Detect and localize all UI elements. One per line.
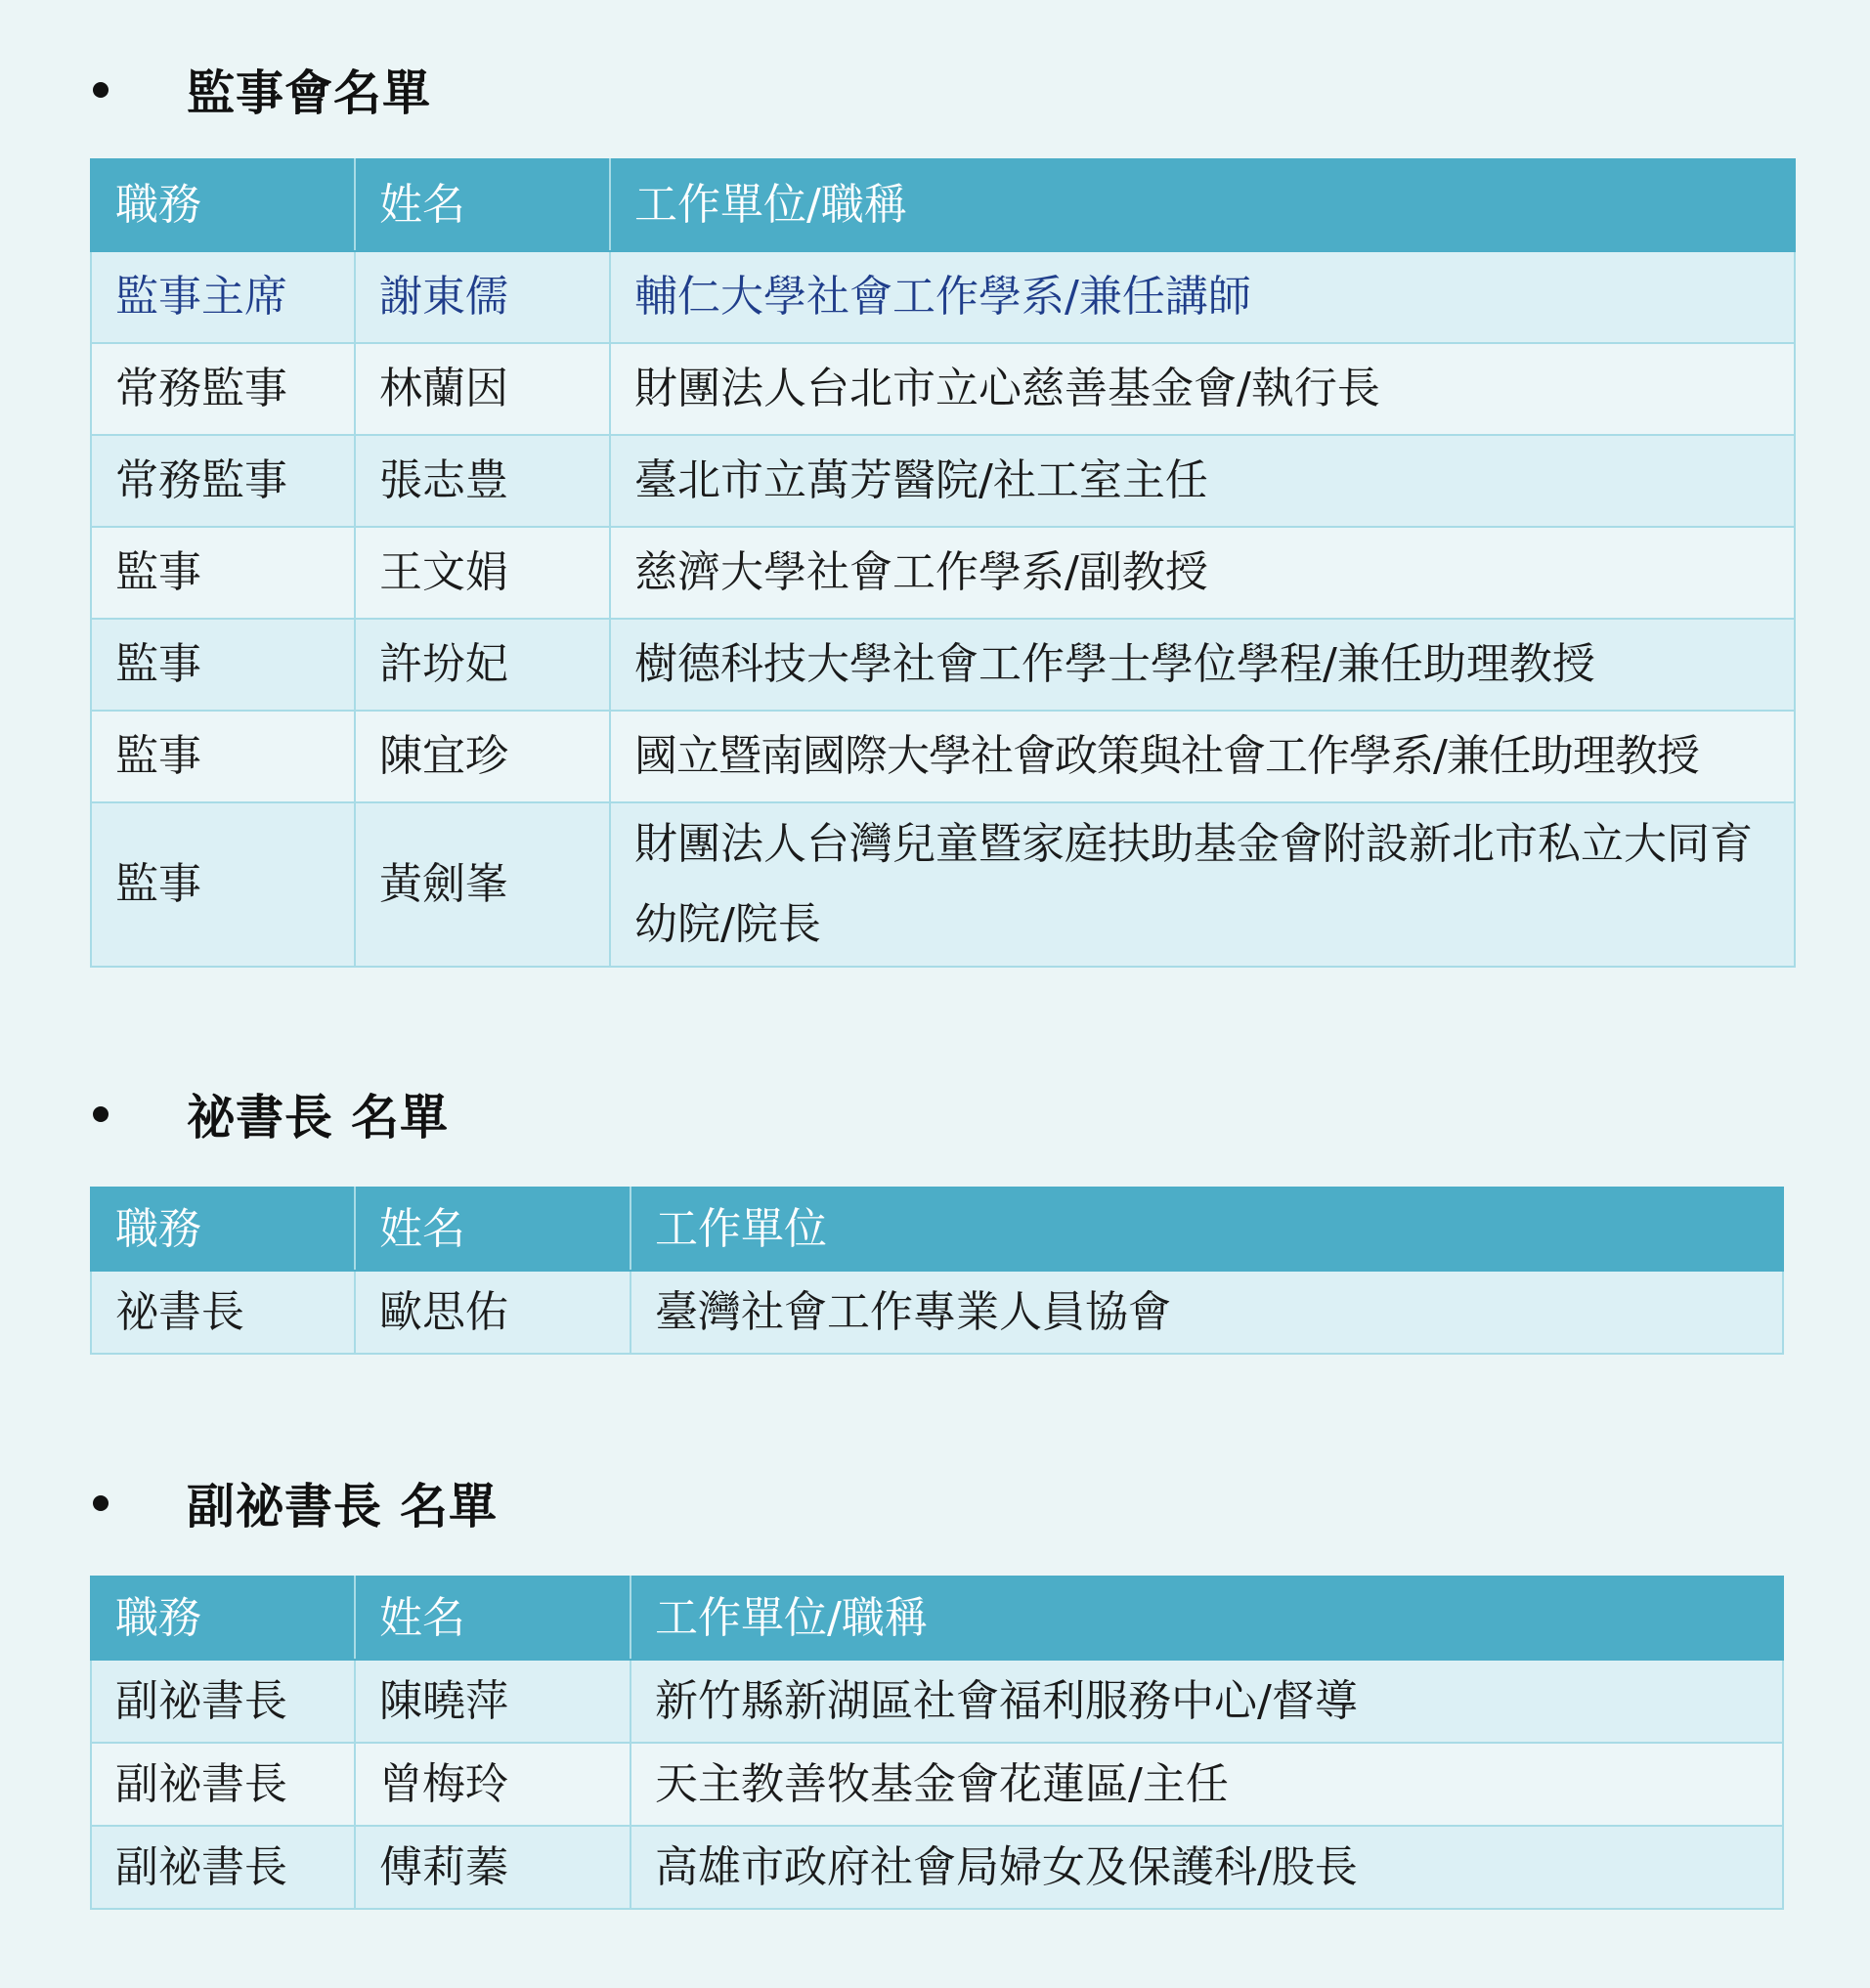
table-row	[91, 1826, 1783, 1909]
cell-org: 新竹縣新湖區社會福利服務中心/督導	[631, 1660, 1783, 1743]
cell-role: 監事	[91, 711, 355, 802]
cell-name: 黃劍峯	[355, 802, 610, 967]
cell-role: 監事主席	[91, 251, 355, 343]
cell-role: 祕書長	[91, 1271, 355, 1354]
cell-org: 臺灣社會工作專業人員協會	[631, 1271, 1783, 1354]
supervisors-section	[90, 51, 1796, 968]
header-name: 姓名	[355, 1188, 631, 1271]
header-role: 職務	[91, 1188, 355, 1271]
header-org: 工作單位/職稱	[631, 1577, 1783, 1660]
cell-name: 許坋妃	[355, 619, 610, 711]
header-role: 職務	[91, 159, 355, 251]
table-row	[91, 251, 1795, 343]
cell-org: 天主教善牧基金會花蓮區/主任	[631, 1743, 1783, 1826]
supervisors-heading	[90, 51, 1796, 129]
table-row	[91, 711, 1795, 802]
cell-role: 監事	[91, 802, 355, 967]
supervisors-table	[90, 158, 1796, 968]
header-name: 姓名	[355, 1577, 631, 1660]
bullet-icon	[93, 82, 109, 98]
cell-name: 謝東儒	[355, 251, 610, 343]
table-row	[91, 527, 1795, 619]
cell-org: 財團法人台北市立心慈善基金會/執行長	[610, 343, 1795, 435]
deputy-secretary-general-section	[90, 1464, 1784, 1910]
cell-name: 歐思佑	[355, 1271, 631, 1354]
cell-role: 監事	[91, 619, 355, 711]
cell-role: 常務監事	[91, 435, 355, 527]
table-row	[91, 1660, 1783, 1743]
bullet-icon	[93, 1106, 109, 1122]
supervisors-title: 監事會名單	[187, 65, 432, 121]
cell-org: 臺北市立萬芳醫院/社工室主任	[610, 435, 1795, 527]
cell-role: 副祕書長	[91, 1743, 355, 1826]
cell-name: 陳曉萍	[355, 1660, 631, 1743]
deputy-secretary-general-heading	[90, 1464, 1784, 1542]
cell-org: 慈濟大學社會工作學系/副教授	[610, 527, 1795, 619]
cell-name: 傅莉蓁	[355, 1826, 631, 1909]
table-row	[91, 802, 1795, 967]
cell-name: 王文娟	[355, 527, 610, 619]
header-role: 職務	[91, 1577, 355, 1660]
cell-role: 副祕書長	[91, 1826, 355, 1909]
table-row	[91, 1743, 1783, 1826]
header-name: 姓名	[355, 159, 610, 251]
secretary-general-title: 祕書長 名單	[187, 1090, 450, 1145]
cell-name: 張志豊	[355, 435, 610, 527]
header-org: 工作單位/職稱	[610, 159, 1795, 251]
cell-org: 輔仁大學社會工作學系/兼任講師	[610, 251, 1795, 343]
cell-name: 曾梅玲	[355, 1743, 631, 1826]
cell-org: 財團法人台灣兒童暨家庭扶助基金會附設新北市私立大同育幼院/院長	[610, 802, 1795, 967]
cell-org: 樹德科技大學社會工作學士學位學程/兼任助理教授	[610, 619, 1795, 711]
deputy-secretary-general-table	[90, 1576, 1784, 1910]
table-header-row	[91, 1188, 1783, 1271]
cell-role: 常務監事	[91, 343, 355, 435]
table-row	[91, 343, 1795, 435]
deputy-secretary-general-title: 副祕書長 名單	[187, 1479, 499, 1534]
cell-name: 林蘭因	[355, 343, 610, 435]
cell-org: 高雄市政府社會局婦女及保護科/股長	[631, 1826, 1783, 1909]
bullet-icon	[93, 1495, 109, 1511]
header-org: 工作單位	[631, 1188, 1783, 1271]
cell-org: 國立暨南國際大學社會政策與社會工作學系/兼任助理教授	[610, 711, 1795, 802]
secretary-general-heading	[90, 1075, 1784, 1153]
secretary-general-section	[90, 1075, 1784, 1355]
table-header-row	[91, 159, 1795, 251]
cell-role: 監事	[91, 527, 355, 619]
table-header-row	[91, 1577, 1783, 1660]
cell-name: 陳宜珍	[355, 711, 610, 802]
table-row	[91, 435, 1795, 527]
table-row	[91, 1271, 1783, 1354]
secretary-general-table	[90, 1187, 1784, 1355]
cell-role: 副祕書長	[91, 1660, 355, 1743]
table-row	[91, 619, 1795, 711]
